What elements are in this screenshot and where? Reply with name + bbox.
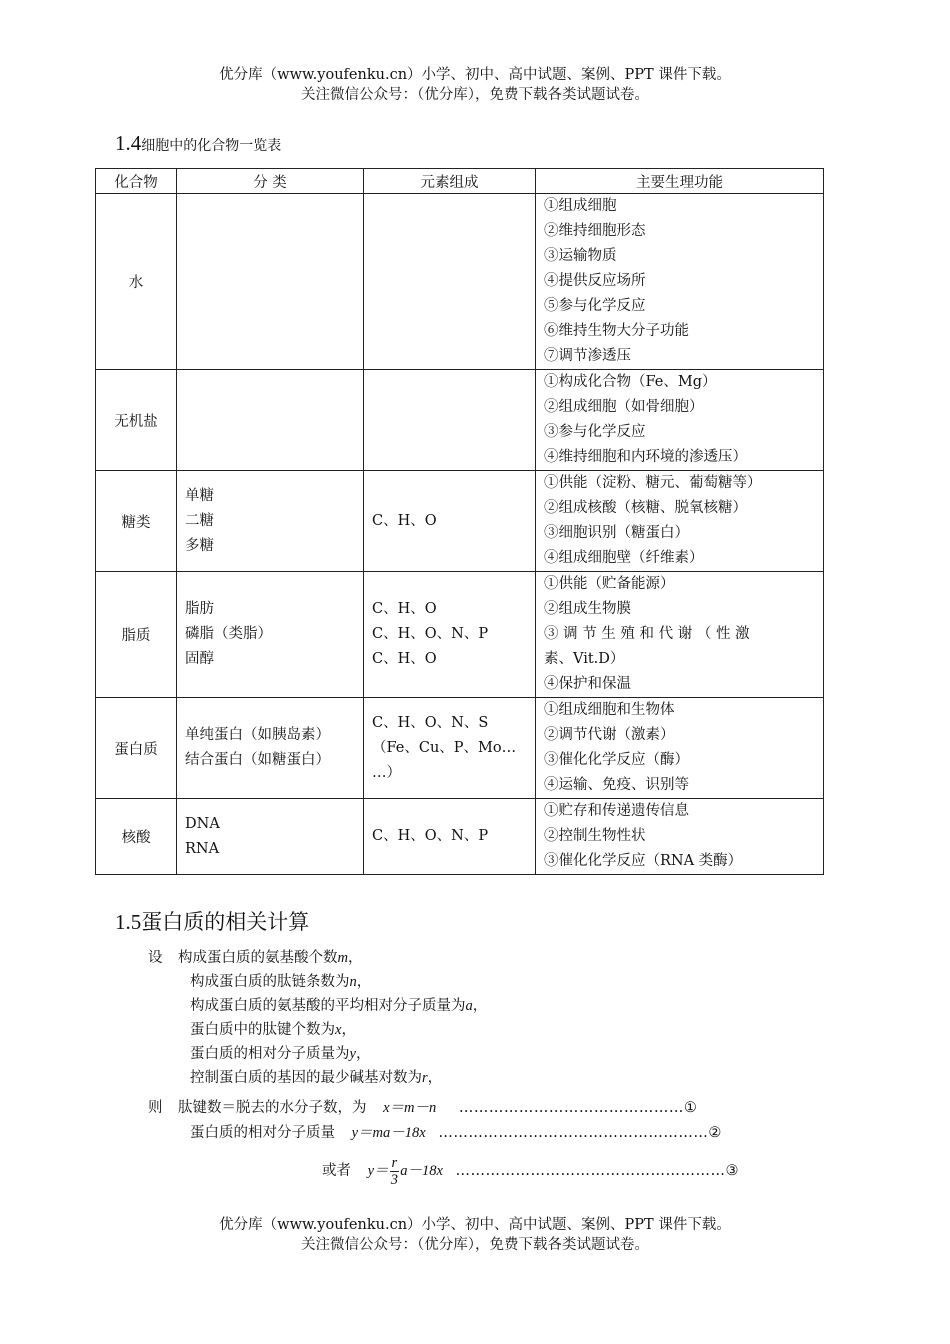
fraction-denominator: 3 xyxy=(390,1171,398,1188)
function-cell-line: ⑦调节渗透压 xyxy=(544,348,631,364)
function-cell xyxy=(536,370,824,471)
elements-cell xyxy=(364,799,536,875)
function-cell-line: ④保护和保温 xyxy=(544,676,631,692)
formula-dots: ……………………………………………… xyxy=(438,1125,709,1141)
table-row xyxy=(96,572,824,698)
category-cell-line: 单纯蛋白（如胰岛素） xyxy=(185,727,330,743)
function-cell-line: ②维持细胞形态 xyxy=(544,223,646,239)
category-cell xyxy=(177,471,364,572)
function-cell-line: ⑥维持生物大分子功能 xyxy=(544,323,689,339)
definition-variable: x xyxy=(335,1022,342,1038)
function-cell xyxy=(536,572,824,698)
compound-cell: 水 xyxy=(96,194,177,370)
section-heading: 细胞中的化合物一览表 xyxy=(141,138,282,154)
elements-cell-line: C、H、O xyxy=(372,601,437,617)
table-header-row xyxy=(96,169,824,194)
definition-text: 构成蛋白质的氨基酸个数 xyxy=(178,950,338,966)
definition-suffix: ， xyxy=(427,1070,443,1086)
definition-item xyxy=(190,1042,487,1066)
category-cell-line: 二糖 xyxy=(185,512,214,529)
category-cell-line: 结合蛋白（如糖蛋白） xyxy=(185,752,330,768)
function-cell-line: ③ 调 节 生 殖 和 代 谢 （ 性 激 xyxy=(544,626,750,642)
function-cell xyxy=(536,194,824,370)
category-cell xyxy=(177,799,364,875)
function-cell-line: ②组成核酸（核糖、脱氧核糖） xyxy=(544,500,747,516)
definition-text: 构成蛋白质的氨基酸的平均相对分子质量为 xyxy=(190,998,466,1014)
function-cell-line: ②调节代谢（激素） xyxy=(544,727,675,743)
function-cell-line: ④运输、免疫、识别等 xyxy=(544,777,689,793)
formula-lhs: y＝ xyxy=(367,1163,389,1179)
function-cell xyxy=(536,698,824,799)
category-cell-line: 脂肪 xyxy=(185,601,214,617)
function-cell-line: ④提供反应场所 xyxy=(544,273,646,289)
function-cell-line: 素、Vit.D） xyxy=(544,651,625,667)
function-cell xyxy=(536,799,824,875)
formula-mark: ② xyxy=(708,1125,722,1141)
definition-text: 构成蛋白质的肽链条数为 xyxy=(190,974,350,990)
header-functions: 主要生理功能 xyxy=(536,169,824,194)
header-compound: 化合物 xyxy=(96,169,177,194)
category-cell-line: DNA xyxy=(185,815,220,832)
table-row xyxy=(96,194,824,370)
elements-cell-line: C、H、O、N、P xyxy=(372,828,489,844)
section-heading: 蛋白质的相关计算 xyxy=(141,910,310,934)
elements-cell xyxy=(364,572,536,698)
definition-text: 控制蛋白质的基因的最少碱基对数为 xyxy=(190,1070,422,1086)
elements-cell-line: C、H、O、N、P xyxy=(372,626,489,642)
definition-item xyxy=(190,994,487,1018)
formula-1 xyxy=(178,1096,697,1120)
compound-cell: 糖类 xyxy=(96,471,177,572)
formula-expression: x＝m－n xyxy=(383,1100,437,1116)
category-cell-line: 固醇 xyxy=(185,651,214,667)
table-row xyxy=(96,698,824,799)
definition-variable: n xyxy=(349,974,357,990)
elements-cell xyxy=(364,698,536,799)
category-cell xyxy=(177,194,364,370)
category-cell xyxy=(177,370,364,471)
header-category: 分 类 xyxy=(177,169,364,194)
definition-item xyxy=(190,970,487,994)
formula-label: 或者 xyxy=(322,1163,351,1179)
elements-cell-line: C、H、O、N、S xyxy=(372,714,489,731)
compound-cell: 核酸 xyxy=(96,799,177,875)
definition-suffix: ， xyxy=(355,1046,371,1062)
function-cell-line: ②组成细胞（如骨细胞） xyxy=(544,399,704,415)
formula-2 xyxy=(190,1121,721,1145)
category-cell-line: 磷脂（类脂） xyxy=(185,626,272,642)
function-cell-line: ⑤参与化学反应 xyxy=(544,298,646,314)
table-row xyxy=(96,471,824,572)
then-label: 则 xyxy=(148,1100,163,1116)
category-cell-line: 多糖 xyxy=(185,537,214,554)
definition-suffix: ， xyxy=(356,974,372,990)
function-cell-line: ③催化化学反应（酶） xyxy=(544,752,689,768)
compound-cell: 无机盐 xyxy=(96,370,177,471)
definition-variable: m xyxy=(337,950,348,966)
elements-cell xyxy=(364,471,536,572)
formula-dots: ……………………………………… xyxy=(458,1100,684,1116)
definition-text: 蛋白质的相对分子质量为 xyxy=(190,1046,350,1062)
function-cell-line: ①供能（淀粉、糖元、葡萄糖等） xyxy=(544,475,762,491)
function-cell-line: ③参与化学反应 xyxy=(544,424,646,440)
function-cell-line: ③运输物质 xyxy=(544,248,617,264)
elements-cell-line: C、H、O xyxy=(372,512,437,529)
compound-table xyxy=(95,168,824,875)
compound-cell: 脂质 xyxy=(96,572,177,698)
set-label: 设 xyxy=(148,950,163,966)
elements-cell xyxy=(364,194,536,370)
formula-rest: a－18x xyxy=(400,1163,443,1179)
header-elements: 元素组成 xyxy=(364,169,536,194)
definition-item xyxy=(178,946,487,970)
function-cell-line: ①组成细胞 xyxy=(544,198,617,214)
formula-mark: ③ xyxy=(725,1163,739,1179)
definition-suffix: ， xyxy=(472,998,488,1014)
definition-variable: y xyxy=(349,1046,356,1062)
formula-mark: ① xyxy=(683,1100,697,1116)
table-row xyxy=(96,799,824,875)
definition-item xyxy=(190,1018,487,1042)
page-header-line2: 关注微信公众号：（优分库），免费下载各类试题试卷。 xyxy=(301,87,649,103)
definition-text: 蛋白质中的肽键个数为 xyxy=(190,1022,335,1038)
elements-cell-line: C、H、O xyxy=(372,651,437,667)
section-number: 1.5 xyxy=(115,910,142,934)
section-1-4-title xyxy=(115,131,281,156)
definitions-list xyxy=(178,946,487,1090)
section-number: 1.4 xyxy=(115,131,142,155)
function-cell-line: ③细胞识别（糖蛋白） xyxy=(544,525,689,541)
compound-cell: 蛋白质 xyxy=(96,698,177,799)
formula-dots: ……………………………………………… xyxy=(455,1163,726,1179)
formula-3 xyxy=(322,1153,739,1189)
formula-label: 肽键数＝脱去的水分子数，为 xyxy=(178,1100,367,1116)
function-cell xyxy=(536,471,824,572)
table-row xyxy=(96,370,824,471)
page-footer-line1: 优分库（www.youfenku.cn）小学、初中、高中试题、案例、PPT 课件下载。 xyxy=(219,1217,731,1233)
definition-variable: r xyxy=(422,1070,428,1086)
function-cell-line: ①组成细胞和生物体 xyxy=(544,702,675,718)
function-cell-line: ④维持细胞和内环境的渗透压） xyxy=(544,449,747,465)
section-1-5-title xyxy=(115,906,309,936)
category-cell-line: 单糖 xyxy=(185,487,214,504)
definition-suffix: ， xyxy=(347,950,363,966)
function-cell-line: ①贮存和传递遗传信息 xyxy=(544,803,689,819)
category-cell-line: RNA xyxy=(185,840,220,857)
elements-cell-line: （Fe、Cu、P、Mo… xyxy=(372,739,517,756)
function-cell-line: ②控制生物性状 xyxy=(544,828,646,844)
function-cell-line: ②组成生物膜 xyxy=(544,601,631,617)
function-cell-line: ④组成细胞壁（纤维素） xyxy=(544,550,704,566)
function-cell-line: ①供能（贮备能源） xyxy=(544,576,675,592)
page-footer-line2: 关注微信公众号：（优分库），免费下载各类试题试卷。 xyxy=(301,1237,649,1253)
definition-variable: a xyxy=(465,998,473,1014)
formula-expression: y＝ma－18x xyxy=(351,1125,426,1141)
fraction-numerator: r xyxy=(391,1154,398,1171)
definition-suffix: ， xyxy=(341,1022,356,1038)
category-cell xyxy=(177,572,364,698)
category-cell xyxy=(177,698,364,799)
formula-label: 蛋白质的相对分子质量 xyxy=(190,1125,335,1141)
page-header-line1: 优分库（www.youfenku.cn）小学、初中、高中试题、案例、PPT 课件下载。 xyxy=(219,67,731,83)
elements-cell xyxy=(364,370,536,471)
fraction xyxy=(390,1155,400,1188)
elements-cell-line: …） xyxy=(372,764,401,781)
function-cell-line: ③催化化学反应（RNA 类酶） xyxy=(544,853,743,869)
function-cell-line: ①构成化合物（Fe、Mg） xyxy=(544,374,717,390)
definition-item xyxy=(190,1066,487,1090)
